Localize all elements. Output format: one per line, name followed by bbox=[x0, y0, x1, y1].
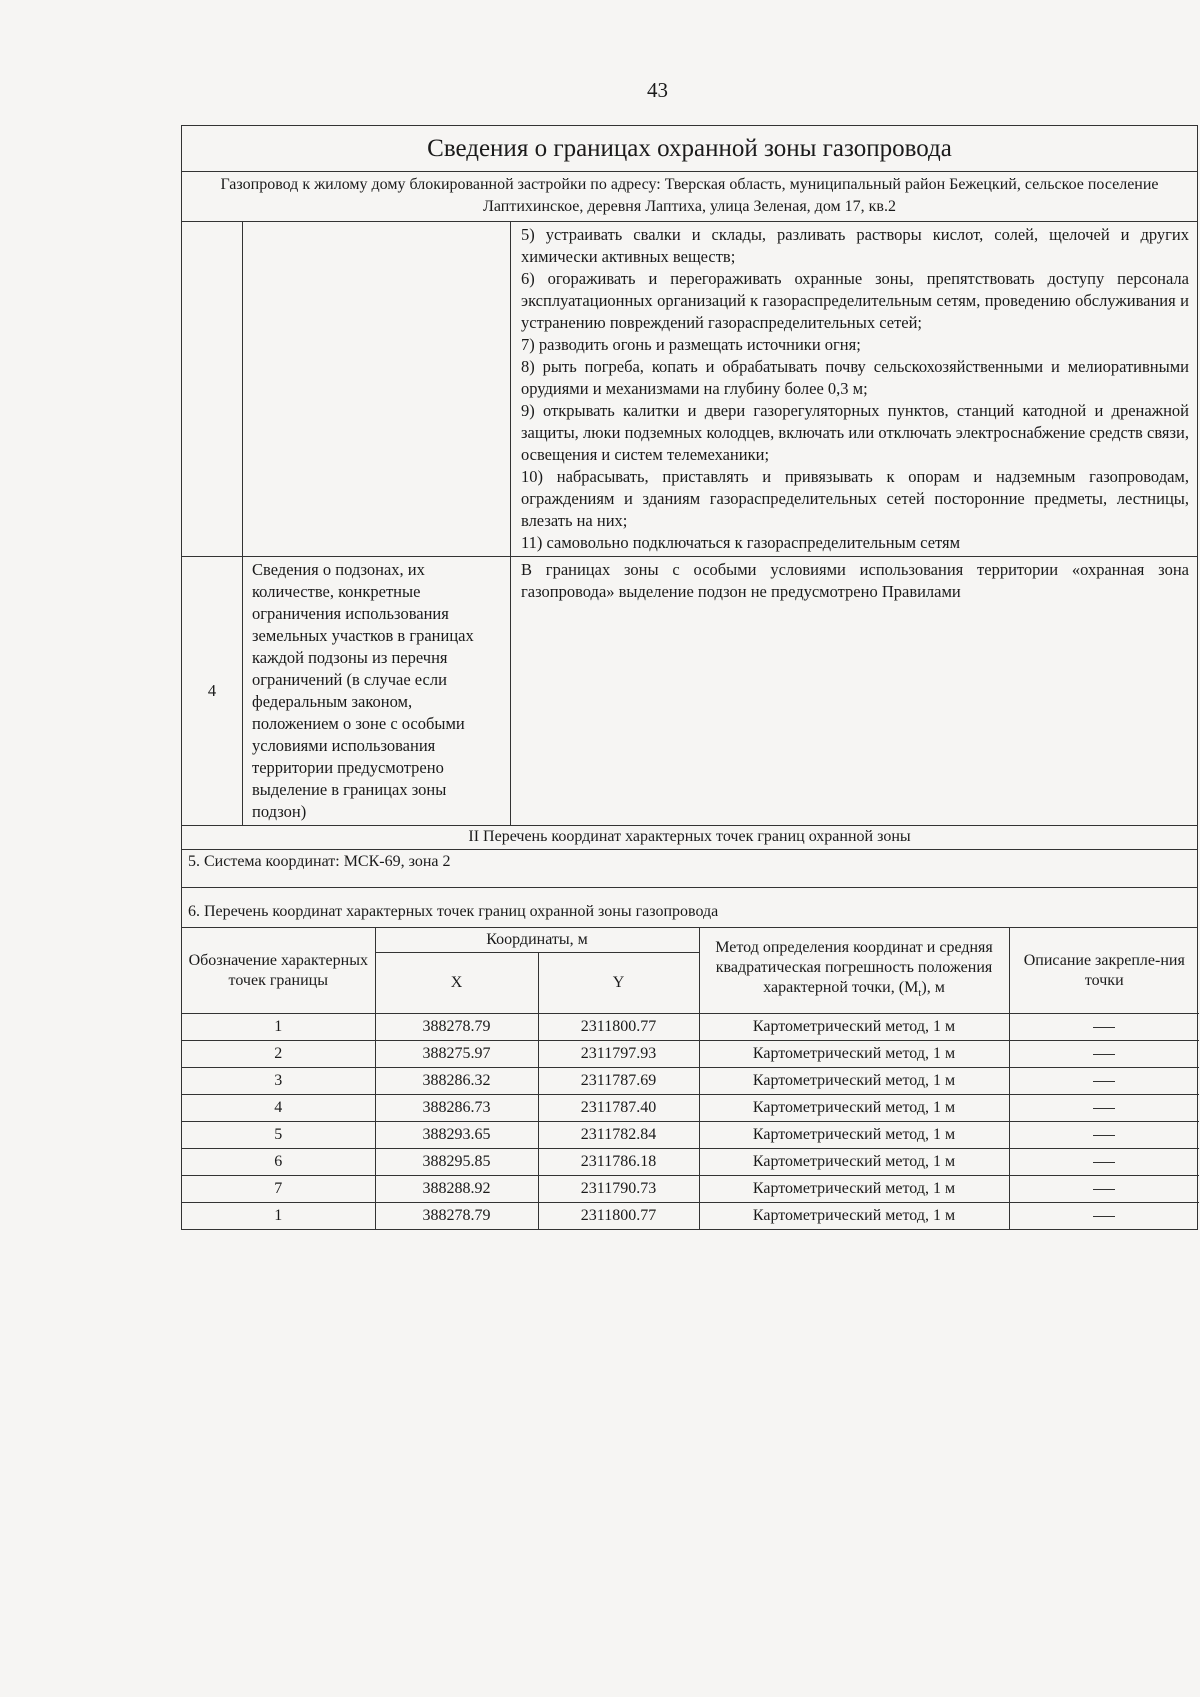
restriction-item: 5) устраивать свалки и склады, разливать растворы кислот, солей, щелочей и других химически активных веществ; bbox=[521, 225, 1189, 266]
table-row bbox=[182, 1203, 1199, 1230]
coordinates-body bbox=[182, 1014, 1199, 1230]
header-y: Y bbox=[538, 953, 699, 1014]
point-description bbox=[1009, 1014, 1199, 1041]
point-y: 2311787.40 bbox=[538, 1095, 699, 1122]
point-id: 4 bbox=[182, 1095, 375, 1122]
dash-mark bbox=[1093, 1162, 1115, 1163]
point-description bbox=[1009, 1041, 1199, 1068]
restriction-item: 6) огораживать и перегораживать охранные зоны, препятствовать доступу персонала эксплуатационных организаций к газораспределительным сетям, проведению обслуживания и устранению повреждений газораспределительных сетей; bbox=[521, 269, 1189, 332]
point-x: 388278.79 bbox=[375, 1014, 538, 1041]
restrictions-continued-row bbox=[182, 222, 1197, 557]
subzones-label: Сведения о подзонах, их количестве, конкретные ограничения использования земельных участков в границах каждой подзоны из перечня ограничений (в случае если федеральным законом, положением о зоне с особыми условиями использования территории предусмотрено выделение в границах зоны подзон) bbox=[243, 557, 511, 826]
restriction-item: 8) рыть погреба, копать и обрабатывать почву сельскохозяйственными и мелиоративными орудиями и механизмами на глубину более 0,3 м; bbox=[521, 357, 1189, 398]
point-y: 2311790.73 bbox=[538, 1176, 699, 1203]
table-row bbox=[182, 1041, 1199, 1068]
restriction-item: 11) самовольно подключаться к газораспределительным сетям bbox=[521, 533, 961, 552]
restriction-item: 7) разводить огонь и размещать источники огня; bbox=[521, 335, 861, 354]
point-x: 388286.73 bbox=[375, 1095, 538, 1122]
subzones-value: В границах зоны с особыми условиями использования территории «охранная зона газопровода» выделение подзон не предусмотрено Правилами bbox=[511, 557, 1198, 826]
point-y: 2311786.18 bbox=[538, 1149, 699, 1176]
point-method: Картометрический метод, 1 м bbox=[699, 1203, 1009, 1230]
row-label-cell bbox=[243, 222, 511, 557]
point-method: Картометрический метод, 1 м bbox=[699, 1041, 1009, 1068]
document-title: Сведения о границах охранной зоны газопровода bbox=[182, 126, 1197, 172]
dash-mark bbox=[1093, 1189, 1115, 1190]
row-number: 4 bbox=[182, 557, 243, 826]
dash-mark bbox=[1093, 1135, 1115, 1136]
header-method: Метод определения координат и средняя квадратическая погрешность положения характерной точки, $(M_t)$, м bbox=[699, 928, 1009, 1014]
restriction-item: 9) открывать калитки и двери газорегуляторных пунктов, станций катодной и дренажной защиты, люки подземных колодцев, включать или отключать электроснабжение средств связи, освещения и систем телемеханики; bbox=[521, 401, 1189, 464]
table-row bbox=[182, 1095, 1199, 1122]
table-row bbox=[182, 1068, 1199, 1095]
coordinate-list-title: 6. Перечень координат характерных точек границ охранной зоны газопровода bbox=[182, 888, 1197, 928]
point-description bbox=[1009, 1122, 1199, 1149]
header-designation: Обозначение характерных точек границы bbox=[182, 928, 375, 1014]
table-row bbox=[182, 1149, 1199, 1176]
point-method: Картометрический метод, 1 м bbox=[699, 1014, 1009, 1041]
dash-mark bbox=[1093, 1081, 1115, 1082]
point-y: 2311782.84 bbox=[538, 1122, 699, 1149]
header-coordinates: Координаты, м bbox=[375, 928, 699, 953]
point-x: 388288.92 bbox=[375, 1176, 538, 1203]
table-row bbox=[182, 1014, 1199, 1041]
restriction-item: 10) набрасывать, приставлять и привязывать к опорам и надземным газопроводам, ограждениям и зданиям газораспределительных сетей посторонние предметы, лестницы, влезать на них; bbox=[521, 467, 1189, 530]
table-row bbox=[182, 1176, 1199, 1203]
point-y: 2311797.93 bbox=[538, 1041, 699, 1068]
point-description bbox=[1009, 1068, 1199, 1095]
point-x: 388278.79 bbox=[375, 1203, 538, 1230]
coordinates-header-row bbox=[182, 928, 1199, 953]
point-method: Картометрический метод, 1 м bbox=[699, 1176, 1009, 1203]
header-x: X bbox=[375, 953, 538, 1014]
section-2-title: II Перечень координат характерных точек границ охранной зоны bbox=[182, 826, 1197, 850]
subzones-row bbox=[182, 557, 1197, 826]
object-description: Газопровод к жилому дому блокированной застройки по адресу: Тверская область, муниципальный район Бежецкий, сельское поселение Лаптихинское, деревня Лаптиха, улица Зеленая, дом 17, кв.2 bbox=[182, 172, 1197, 222]
dash-mark bbox=[1093, 1027, 1115, 1028]
point-description bbox=[1009, 1176, 1199, 1203]
point-id: 5 bbox=[182, 1122, 375, 1149]
point-x: 388275.97 bbox=[375, 1041, 538, 1068]
header-description: Описание закрепле-ния точки bbox=[1009, 928, 1199, 1014]
zone-info-frame bbox=[181, 125, 1198, 1230]
point-x: 388295.85 bbox=[375, 1149, 538, 1176]
point-method: Картометрический метод, 1 м bbox=[699, 1122, 1009, 1149]
dash-mark bbox=[1093, 1108, 1115, 1109]
point-x: 388293.65 bbox=[375, 1122, 538, 1149]
point-id: 1 bbox=[182, 1014, 375, 1041]
point-y: 2311800.77 bbox=[538, 1014, 699, 1041]
coordinates-table bbox=[182, 928, 1199, 1229]
point-id: 6 bbox=[182, 1149, 375, 1176]
point-id: 2 bbox=[182, 1041, 375, 1068]
point-description bbox=[1009, 1203, 1199, 1230]
zone-info-table bbox=[182, 222, 1197, 826]
page-number: 43 bbox=[647, 78, 668, 102]
point-y: 2311800.77 bbox=[538, 1203, 699, 1230]
restrictions-list bbox=[511, 222, 1198, 557]
point-id: 1 bbox=[182, 1203, 375, 1230]
point-id: 7 bbox=[182, 1176, 375, 1203]
point-id: 3 bbox=[182, 1068, 375, 1095]
point-method: Картометрический метод, 1 м bbox=[699, 1095, 1009, 1122]
point-description bbox=[1009, 1149, 1199, 1176]
dash-mark bbox=[1093, 1216, 1115, 1217]
point-x: 388286.32 bbox=[375, 1068, 538, 1095]
coordinate-system: 5. Система координат: МСК-69, зона 2 bbox=[182, 850, 1197, 888]
point-description bbox=[1009, 1095, 1199, 1122]
point-method: Картометрический метод, 1 м bbox=[699, 1149, 1009, 1176]
point-method: Картометрический метод, 1 м bbox=[699, 1068, 1009, 1095]
point-y: 2311787.69 bbox=[538, 1068, 699, 1095]
dash-mark bbox=[1093, 1054, 1115, 1055]
row-number-cell bbox=[182, 222, 243, 557]
table-row bbox=[182, 1122, 1199, 1149]
